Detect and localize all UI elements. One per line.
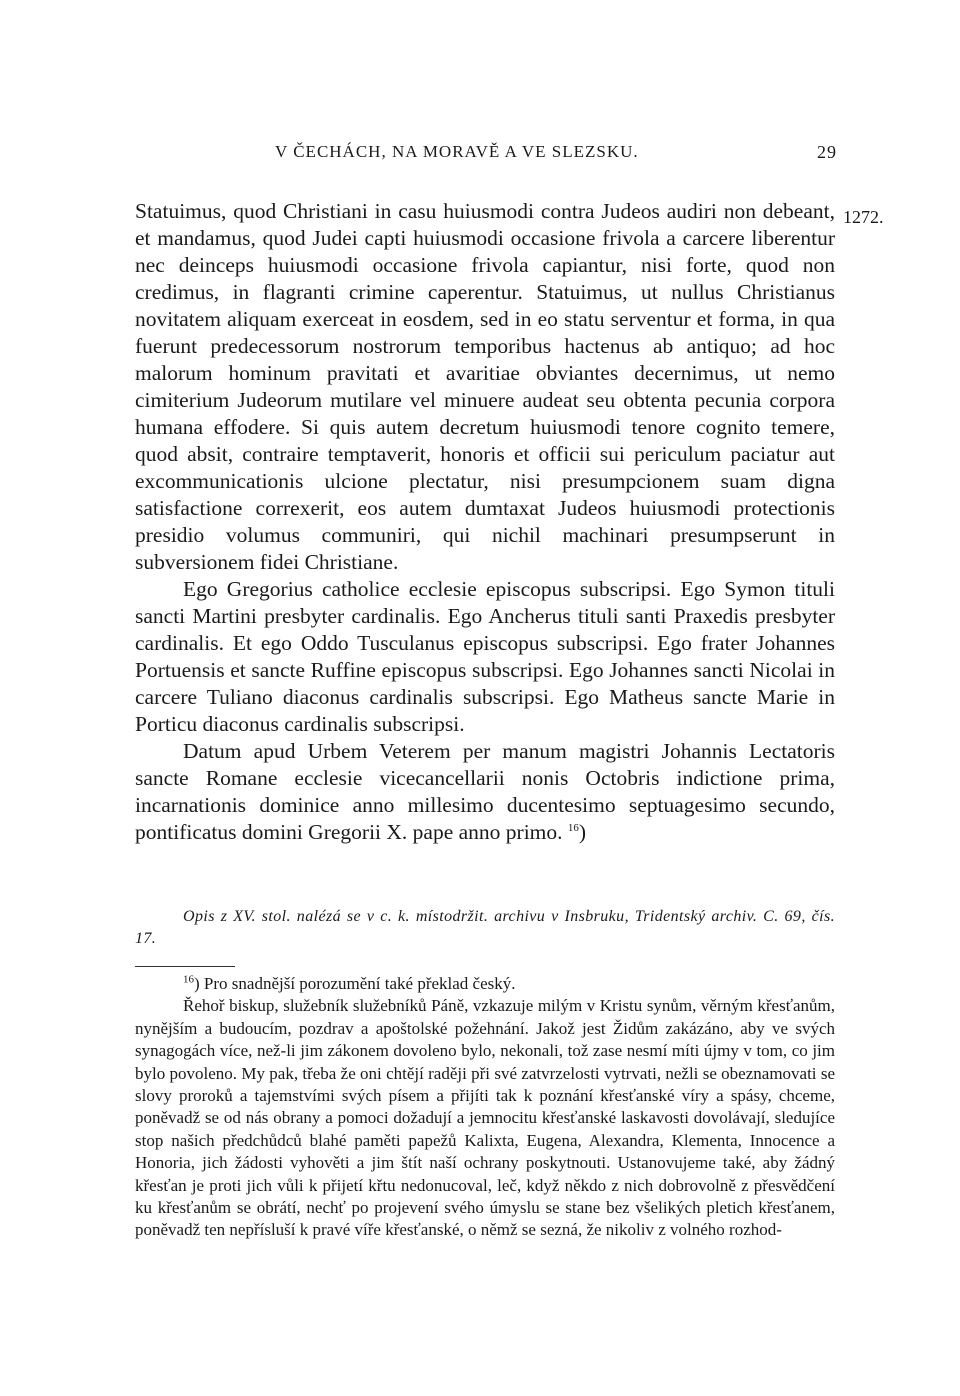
- margin-year-note: 1272.: [843, 207, 884, 227]
- paragraph-datum: Datum apud Urbem Veterem per manum magistri Johannis Lectatoris sancte Romane ecclesie vicecancellarii nonis Octobris indictione prima, incarnationis dominice anno millesimo ducentesimo septuagesimo secundo, pontificatus domini Gregorii X. pape anno primo. $^{16}$): [135, 739, 835, 844]
- footnotes: [135, 973, 835, 1242]
- header-title: V ČECHÁCH, NA MORAVĚ A VE SLEZSKU.: [275, 142, 639, 161]
- footnote-divider: [135, 966, 235, 967]
- footnote-reference: 16: [567, 821, 579, 834]
- source-note-text: Opis z XV. stol. nalézá se v c. k. místodržit. archivu v Insbruku, Tridentský archiv. C. 69, čís. 17.: [135, 908, 835, 947]
- footnote-marker: 16: [183, 973, 194, 986]
- footnote-first-line: Pro snadnější porozumění také překlad český.: [203, 974, 516, 993]
- page-number: 29: [817, 142, 837, 162]
- footnote-body: Řehoř biskup, služebník služebníků Páně, vzkazuje milým v Kristu synům, věrným křesťanům, nynějším a budoucím, pozdrav a apoštolské požehnání. Jakož jest Židům zakázáno, aby ve svých synagogách více, než-li jim zákonem dovoleno bylo, nekonali, tož zase nesmí míti újmy v tom, co jim bylo povoleno. My pak, třeba že oni chtějí raději při své zatvrzelosti vytrvati, nežli se obeznamovati se slovy proroků a tajemstvími svých písem a přijíti tak k poznání křesťanské víry a spásy, chceme, poněvadž se od nás obrany a pomoci dožadují a jemnocitu křesťanské laskavosti dovolávají, sledujíce stop našich předchůdců blahé paměti papežů Kalixta, Eugena, Alexandra, Klementa, Innocence a Honoria, jich žádosti vyhověti a jim štít naší ochrany poskytnouti. Ustanovujeme také, aby žádný křesťan je proti jich vůli k přijetí křtu nedonucoval, leč, když někdo z nich dobrovolně z přesvědčení ku křesťanům se obrátí, nechť po projevení svého úmyslu se stane bez všelikých pletich křesťanem, poněvadž ten nepřísluší k pravé víře křesťanské, o němž se sezná, že nikoliv z volného rozhod-: [135, 996, 835, 1240]
- main-text: [135, 198, 835, 846]
- paragraph-signatures: Ego Gregorius catholice ecclesie episcopus subscripsi. Ego Symon tituli sancti Martini presbyter cardinalis. Ego Ancherus tituli santi Praxedis presbyter cardinalis. Et ego Oddo Tusculanus episcopus subscripsi. Ego frater Johannes Portuensis et sancte Ruffine episcopus subscripsi. Ego Johannes sancti Nicolai in carcere Tuliano diaconus cardinalis subscripsi. Ego Matheus sancte Marie in Porticu diaconus cardinalis subscripsi.: [135, 577, 835, 736]
- paragraph-decree: Statuimus, quod Christiani in casu huiusmodi contra Judeos audiri non debeant, et mandamus, quod Judei capti huiusmodi occasione frivola a carcere liberentur nec deinceps huiusmodi occasione frivola capiantur, nisi forte, quod non credimus, in flagranti crimine caperentur. Statuimus, ut nullus Christianus novitatem aliquam exerceat in eosdem, sed in eo statu serventur et forma, in qua fuerunt predecessorum nostrorum temporibus hactenus ab antiquo; ad hoc malorum hominum pravitati et avaritiae obviantes decernimus, ut nemo cimiterium Judeorum mutilare vel minuere audeat seu obtenta pecunia corpora humana effodere. Si quis autem decretum huiusmodi tenore cognito temere, quod absit, contraire temptaverit, honoris et officii sui periculum paciatur aut excommunicationis ulcione plectatur, nisi presumpcionem suam digna satisfactione correxerit, eos autem dumtaxat Judeos huiusmodi protectionis presidio volumus communiri, qui nichil machinari presumpserunt in subversionem fidei Christiane.: [135, 199, 835, 574]
- footnote-intro: $^{16}$) Pro snadnější porozumění také překlad český.: [183, 973, 516, 993]
- datum-text: Datum apud Urbem Veterem per manum magistri Johannis Lectatoris sancte Romane ecclesie vicecancellarii nonis Octobris indictione prima, incarnationis dominice anno millesimo ducentesimo septuagesimo secundo, pontificatus domini Gregorii X. pape anno primo.: [135, 739, 835, 844]
- source-note: [135, 906, 835, 950]
